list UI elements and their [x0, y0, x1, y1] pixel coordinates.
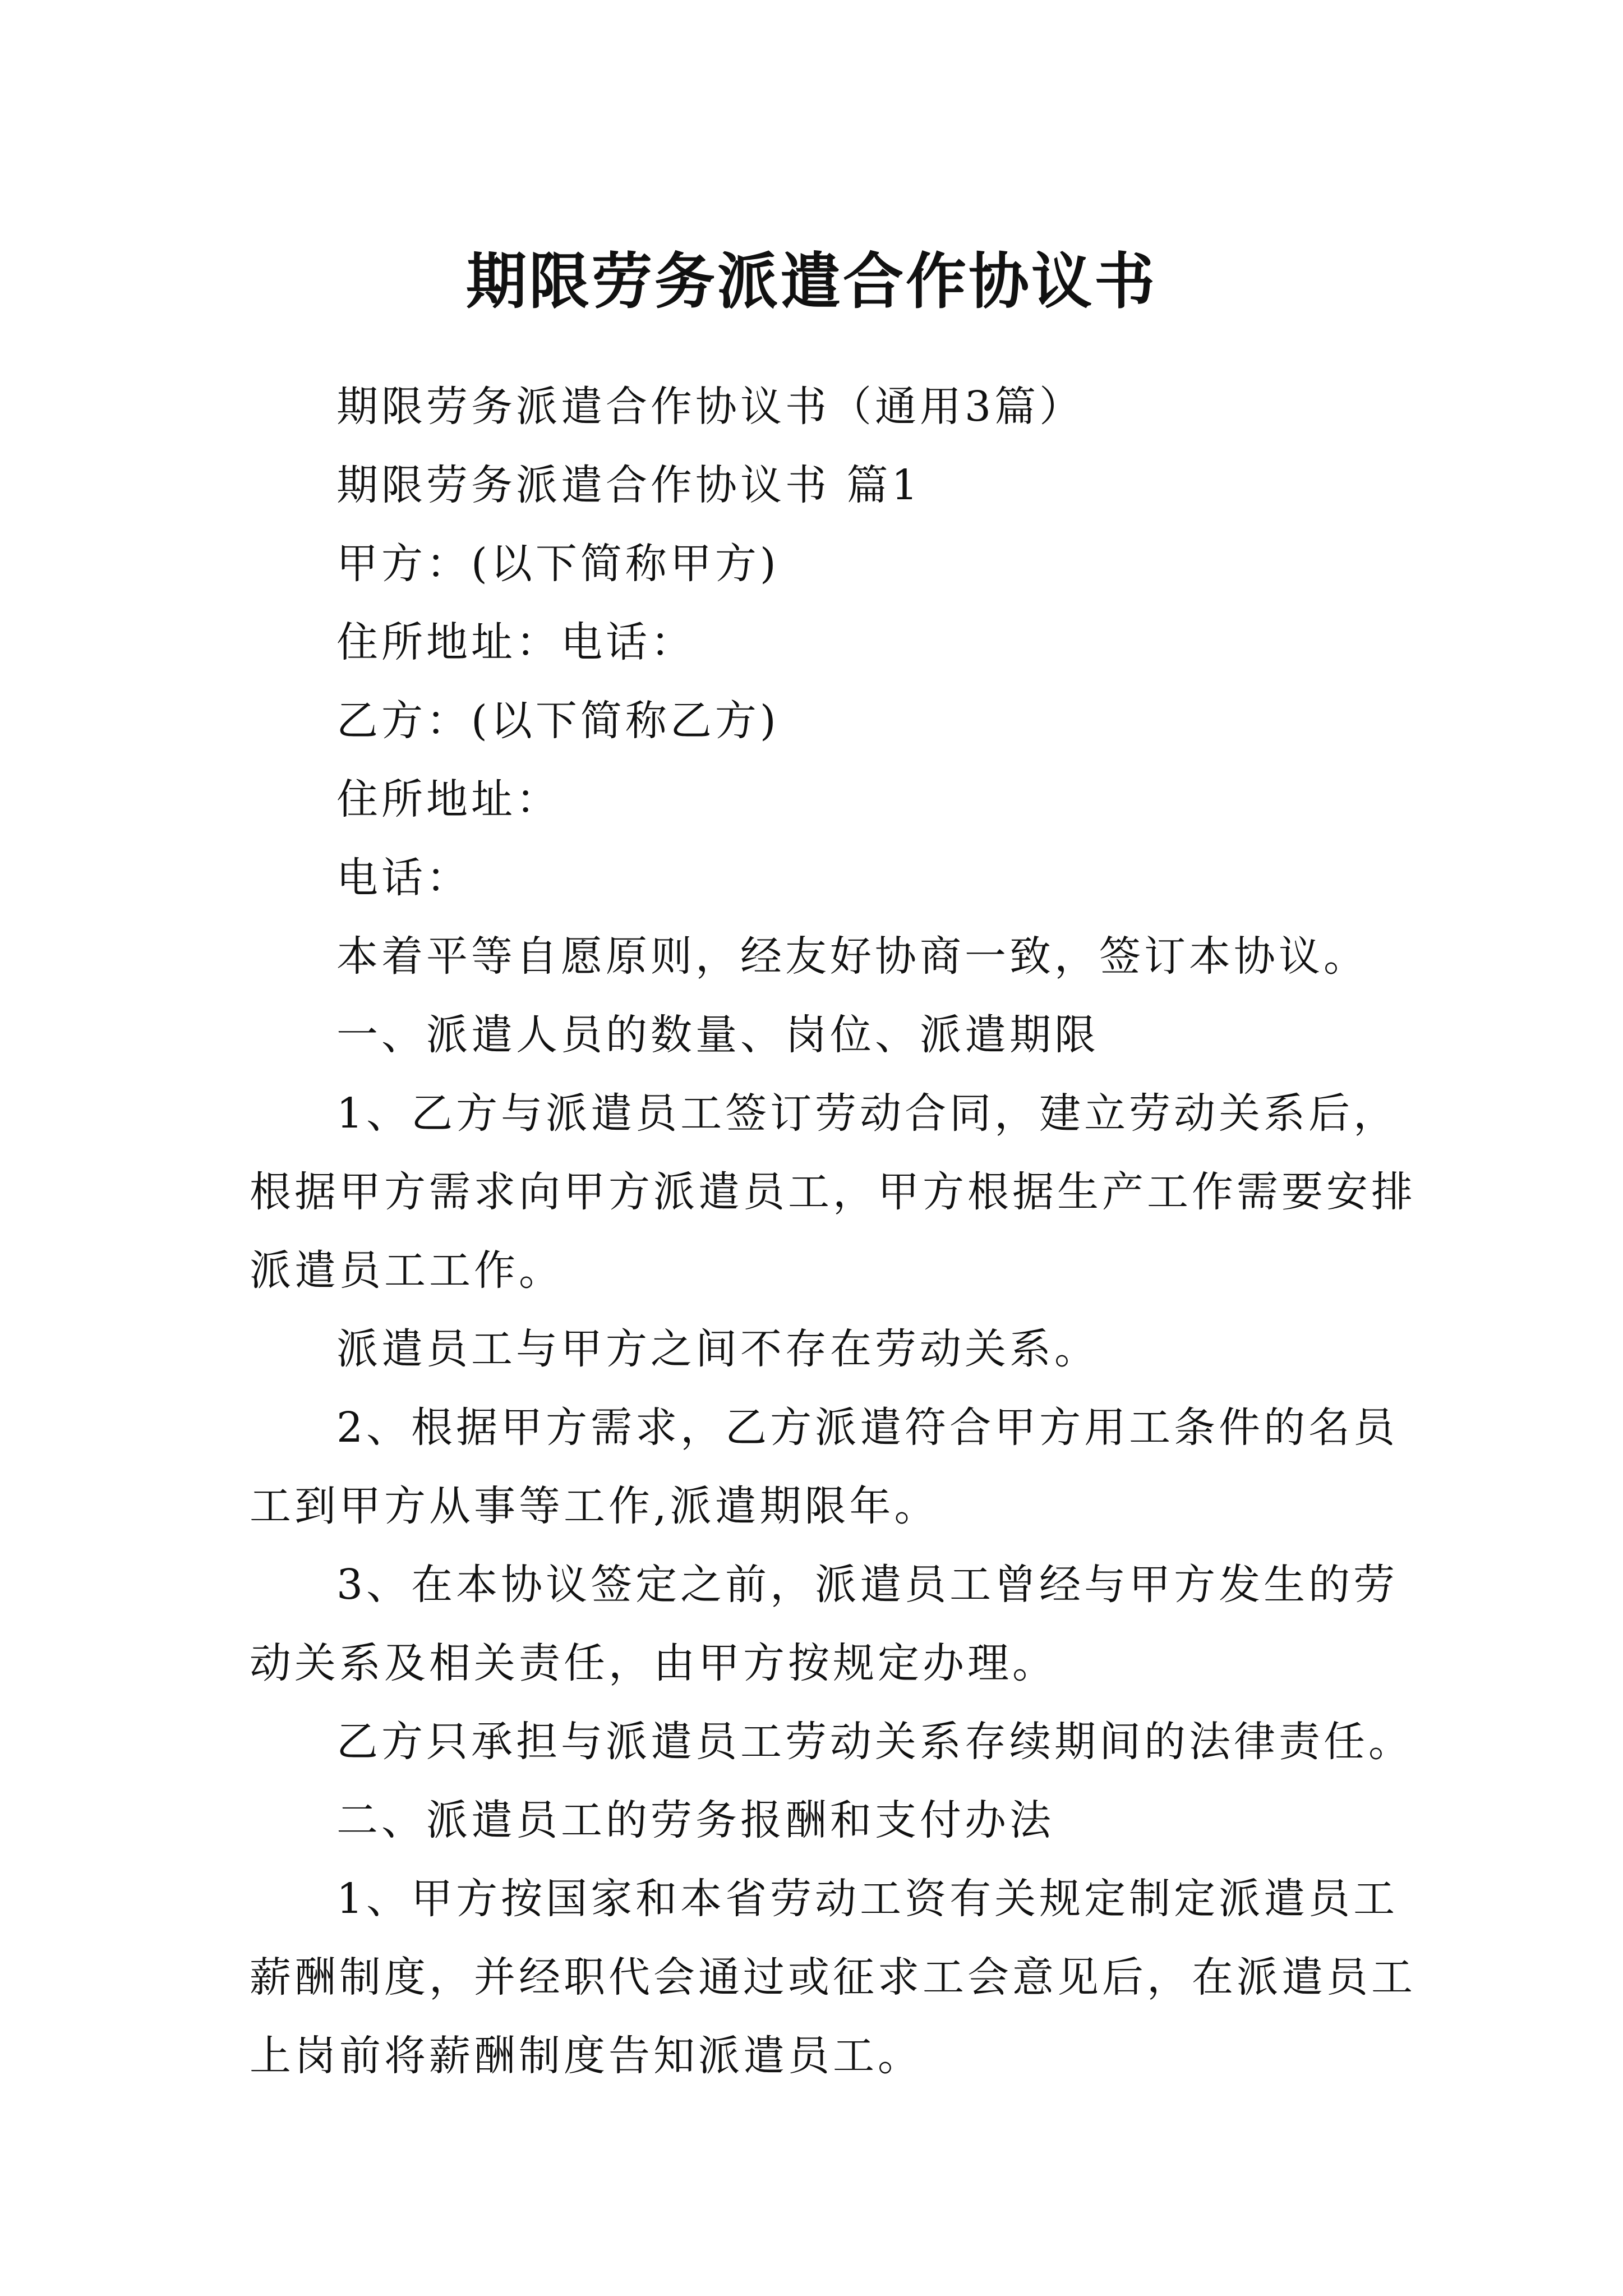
paragraph-party-b-phone: 电话：: [336, 854, 471, 902]
paragraph-section-1-heading: 一、派遣人员的数量、岗位、派遣期限: [336, 1011, 1099, 1059]
paragraph-subtitle: 期限劳务派遣合作协议书（通用3篇）: [336, 383, 1085, 431]
paragraph-clause-no-relation: 派遣员工与甲方之间不存在劳动关系。: [336, 1325, 1099, 1373]
paragraph-party-b-address: 住所地址：: [336, 775, 561, 823]
paragraph-clause-liability: 乙方只承担与派遣员工劳动关系存续期间的法律责任。: [336, 1718, 1413, 1766]
paragraph-part-heading: 期限劳务派遣合作协议书 篇1: [336, 461, 921, 509]
document-title: 期限劳务派遣合作协议书: [465, 246, 1157, 318]
document-body: [250, 367, 1416, 2095]
paragraph-party-a-address: 住所地址：电话：: [336, 618, 695, 666]
paragraph-clause-1-1: 1、乙方与派遣员工签订劳动合同，建立劳动关系后，根据甲方需求向甲方派遣员工，甲方根据生产工作需要安排派遣员工工作。: [250, 1089, 1416, 1295]
paragraph-clause-1-2: 2、根据甲方需求，乙方派遣符合甲方用工条件的名员工到甲方从事等工作,派遣期限年。: [250, 1404, 1399, 1530]
paragraph-party-a: 甲方：(以下简称甲方): [336, 540, 780, 588]
paragraph-clause-1-3: 3、在本协议签定之前，派遣员工曾经与甲方发生的劳动关系及相关责任，由甲方按规定办理。: [250, 1561, 1399, 1687]
paragraph-clause-2-1: 1、甲方按国家和本省劳动工资有关规定制定派遣员工薪酬制度，并经职代会通过或征求工会意见后，在派遣员工上岗前将薪酬制度告知派遣员工。: [250, 1875, 1416, 2080]
paragraph-principle: 本着平等自愿原则，经友好协商一致，签订本协议。: [336, 932, 1368, 981]
paragraph-party-b: 乙方：(以下简称乙方): [336, 697, 780, 745]
paragraph-section-2-heading: 二、派遣员工的劳务报酬和支付办法: [336, 1796, 1054, 1844]
